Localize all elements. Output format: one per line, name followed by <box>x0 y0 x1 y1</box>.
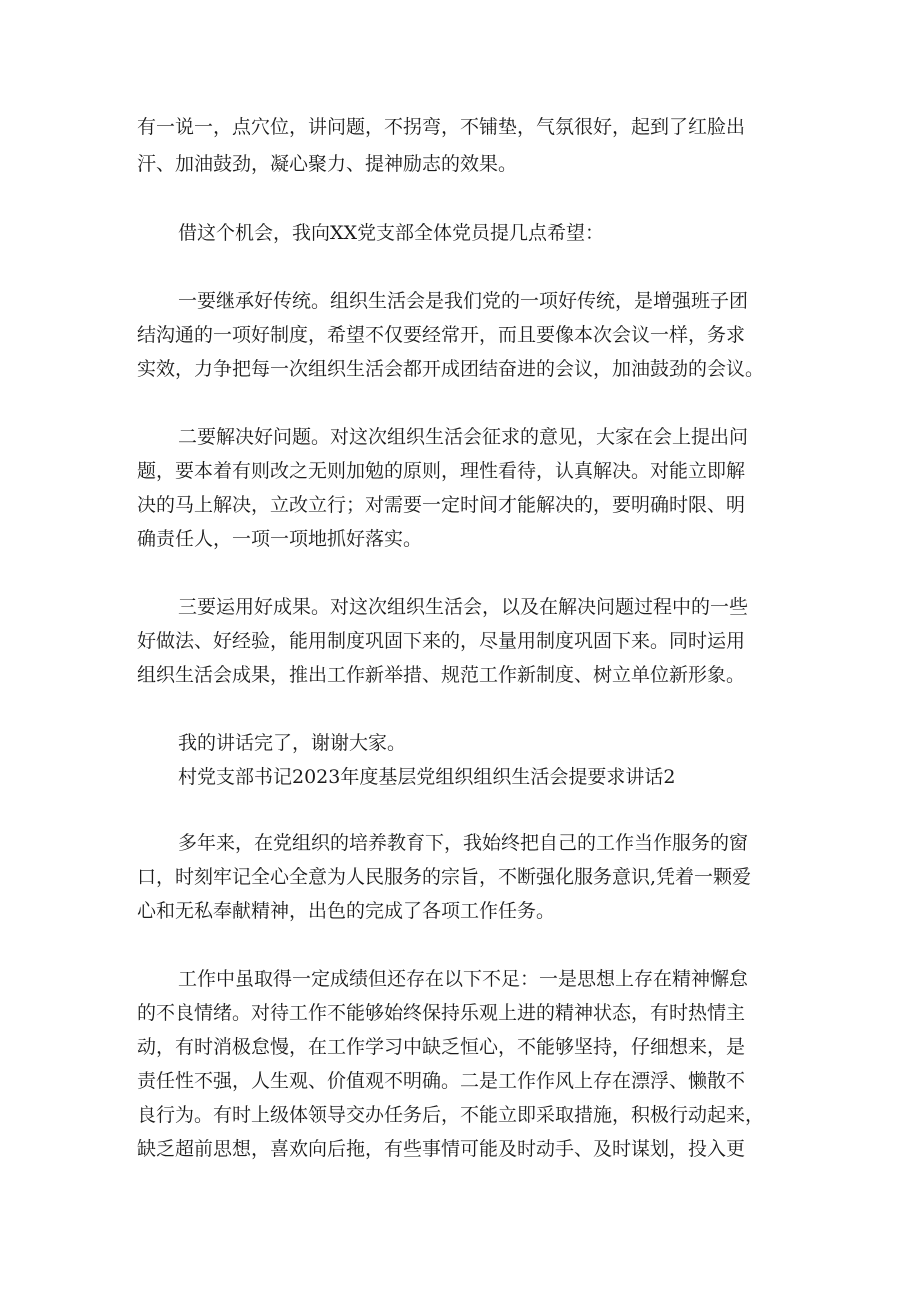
text-line: 三要运用好成果。对这次组织生活会，以及在解决问题过程中的一些 <box>178 596 749 618</box>
text-line: 我的讲话完了，谢谢大家。 <box>178 732 407 754</box>
text-line: 决的马上解决，立改立行；对需要一定时间才能解决的，要明确时限、明 <box>137 494 746 516</box>
text-line: 心和无私奉献精神，出色的完成了各项工作任务。 <box>137 900 556 922</box>
text-line: 责任性不强，人生观、价值观不明确。二是工作作风上存在漂浮、懒散不 <box>137 1070 746 1092</box>
text-line: 组织生活会成果，推出工作新举措、规范工作新制度、树立单位新形象。 <box>137 664 746 686</box>
text-line: 二要解决好问题。对这次组织生活会征求的意见，大家在会上提出问 <box>178 426 749 448</box>
section-heading: 村党支部书记2023年度基层党组织组织生活会提要求讲话2 <box>178 766 676 788</box>
text-line: 确责任人，一项一项地抓好落实。 <box>137 528 423 550</box>
text-line: 汗、加油鼓劲，凝心聚力、提神励志的效果。 <box>137 153 518 175</box>
text-line: 借这个机会，我向XX党支部全体党员提几点希望： <box>178 222 605 244</box>
text-line: 实效，力争把每一次组织生活会都开成团结奋进的会议，加油鼓劲的会议。 <box>137 358 765 380</box>
text-line: 口，时刻牢记全心全意为人民服务的宗旨，不断强化服务意识,凭着一颗爱 <box>137 866 752 888</box>
text-line: 题，要本着有则改之无则加勉的原则，理性看待，认真解决。对能立即解 <box>137 460 746 482</box>
text-line: 工作中虽取得一定成绩但还存在以下不足：一是思想上存在精神懈怠 <box>178 968 749 990</box>
text-line: 的不良情绪。对待工作不能够始终保持乐观上进的精神状态，有时热情主 <box>137 1002 746 1024</box>
text-line: 动，有时消极怠慢，在工作学习中缺乏恒心，不能够坚持，仔细想来，是 <box>137 1036 746 1058</box>
text-line: 一要继承好传统。组织生活会是我们党的一项好传统，是增强班子团 <box>178 290 749 312</box>
text-line: 好做法、好经验，能用制度巩固下来的，尽量用制度巩固下来。同时运用 <box>137 630 746 652</box>
text-line: 多年来，在党组织的培养教育下，我始终把自己的工作当作服务的窗 <box>178 832 749 854</box>
text-line: 良行为。有时上级体领导交办任务后，不能立即采取措施，积极行动起来， <box>137 1104 765 1126</box>
text-line: 有一说一，点穴位，讲问题，不拐弯，不铺垫，气氛很好，起到了红脸出 <box>137 116 746 138</box>
text-line: 结沟通的一项好制度，希望不仅要经常开，而且要像本次会议一样，务求 <box>137 324 746 346</box>
text-line: 缺乏超前思想，喜欢向后拖，有些事情可能及时动手、及时谋划，投入更 <box>137 1138 746 1160</box>
